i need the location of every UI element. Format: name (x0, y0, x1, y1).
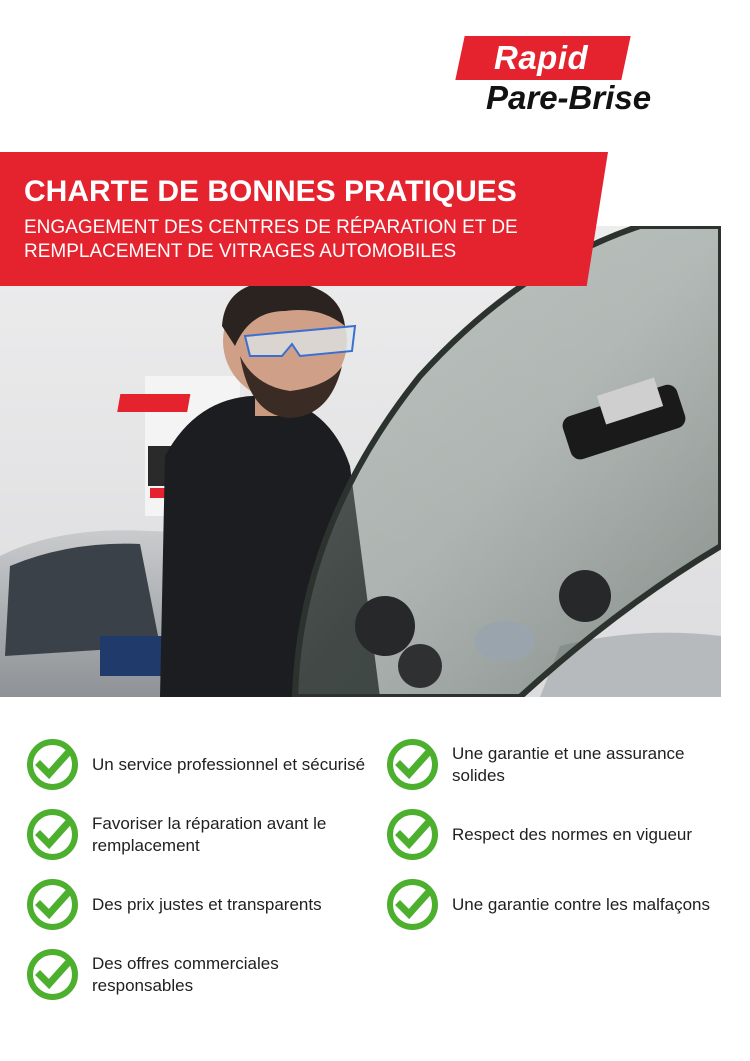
list-item (386, 738, 736, 792)
check-circle-icon (26, 948, 79, 1001)
check-circle-icon (386, 808, 439, 861)
list-item-label: Des offres commerciales responsables (92, 954, 279, 995)
page-title: CHARTE DE BONNES PRATIQUES (24, 175, 517, 208)
list-item (386, 878, 736, 932)
list-item-label: Des prix justes et transparents (92, 895, 322, 914)
page-subtitle (24, 216, 518, 263)
logo-rapid-text: Rapid (494, 39, 589, 76)
check-circle-icon (386, 878, 439, 931)
list-item (26, 948, 376, 1002)
list-item-label: Une garantie contre les malfaçons (452, 895, 710, 914)
list-item (26, 808, 376, 862)
check-circle-icon (26, 808, 79, 861)
list-item-label: Respect des normes en vigueur (452, 825, 693, 844)
list-item (26, 878, 376, 932)
list-item (386, 808, 736, 862)
brand-logo (456, 34, 718, 118)
list-item-label: Favoriser la réparation avant le remplacement (92, 814, 327, 855)
technician-photo (0, 226, 721, 697)
check-circle-icon (386, 738, 439, 791)
subtitle-line-2: REMPLACEMENT DE VITRAGES AUTOMOBILES (24, 240, 457, 262)
check-circle-icon (26, 738, 79, 791)
check-circle-icon (26, 878, 79, 931)
logo-pare-brise-text: Pare-Brise (486, 79, 652, 116)
technician-holding-windscreen-illustration (0, 226, 721, 697)
list-item-label: Une garantie et une assurance solides (452, 744, 685, 785)
list-item-label: Un service professionnel et sécurisé (92, 755, 366, 774)
list-item (26, 738, 376, 792)
subtitle-line-1: ENGAGEMENT DES CENTRES DE RÉPARATION ET DE (24, 217, 518, 238)
